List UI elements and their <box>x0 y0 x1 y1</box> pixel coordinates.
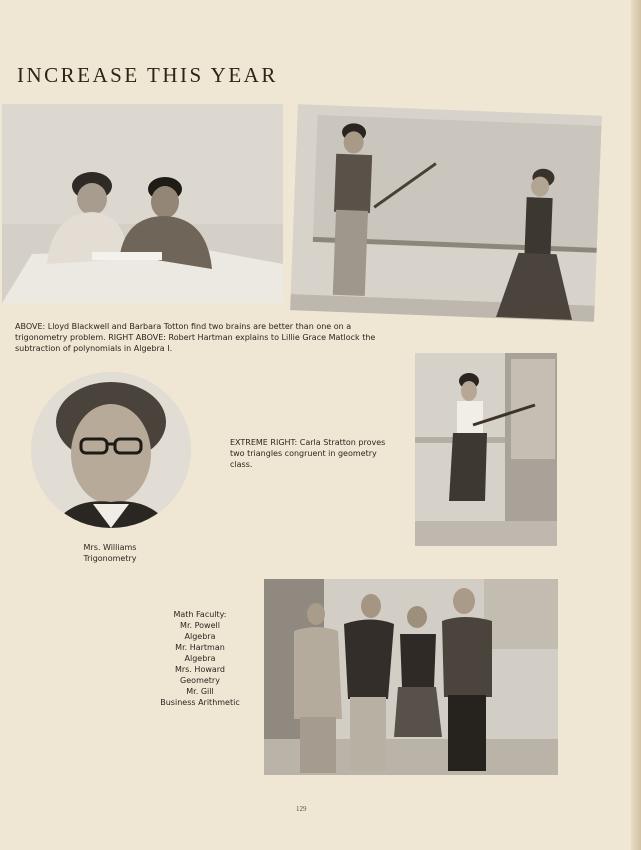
faculty-member-name: Mrs. Howard <box>174 665 226 674</box>
photo-chalkboard-explanation <box>290 104 602 322</box>
faculty-member-subject: Algebra <box>184 632 216 641</box>
portrait-mrs-williams <box>31 372 191 528</box>
photo-geometry-board <box>415 353 557 546</box>
portrait-caption <box>60 542 160 564</box>
faculty-list <box>145 609 255 708</box>
page-title: INCREASE THIS YEAR <box>17 63 278 87</box>
portrait-subject: Trigonometry <box>83 554 137 563</box>
faculty-member-subject: Business Arithmetic <box>160 698 240 707</box>
portrait-name: Mrs. Williams <box>83 543 137 552</box>
page-number: 129 <box>296 805 307 813</box>
caption-extreme-right: EXTREME RIGHT: Carla Stratton proves two triangles congruent in geometry class. <box>230 438 386 469</box>
faculty-member-subject: Algebra <box>184 654 216 663</box>
faculty-member-name: Mr. Gill <box>186 687 214 696</box>
faculty-member-name: Mr. Powell <box>180 621 220 630</box>
photo-math-faculty <box>264 579 558 775</box>
faculty-title: Math Faculty: <box>173 610 227 619</box>
faculty-member-subject: Geometry <box>180 676 220 685</box>
photo-students-at-table <box>2 104 283 303</box>
faculty-member-name: Mr. Hartman <box>175 643 225 652</box>
page-edge <box>631 0 641 850</box>
caption-top: ABOVE: Lloyd Blackwell and Barbara Totton find two brains are better than one on a trigonometry problem. RIGHT ABOVE: Robert Hartman explains to Lillie Grace Matlock the subtraction of polynomials in Algebra I. <box>15 322 376 353</box>
